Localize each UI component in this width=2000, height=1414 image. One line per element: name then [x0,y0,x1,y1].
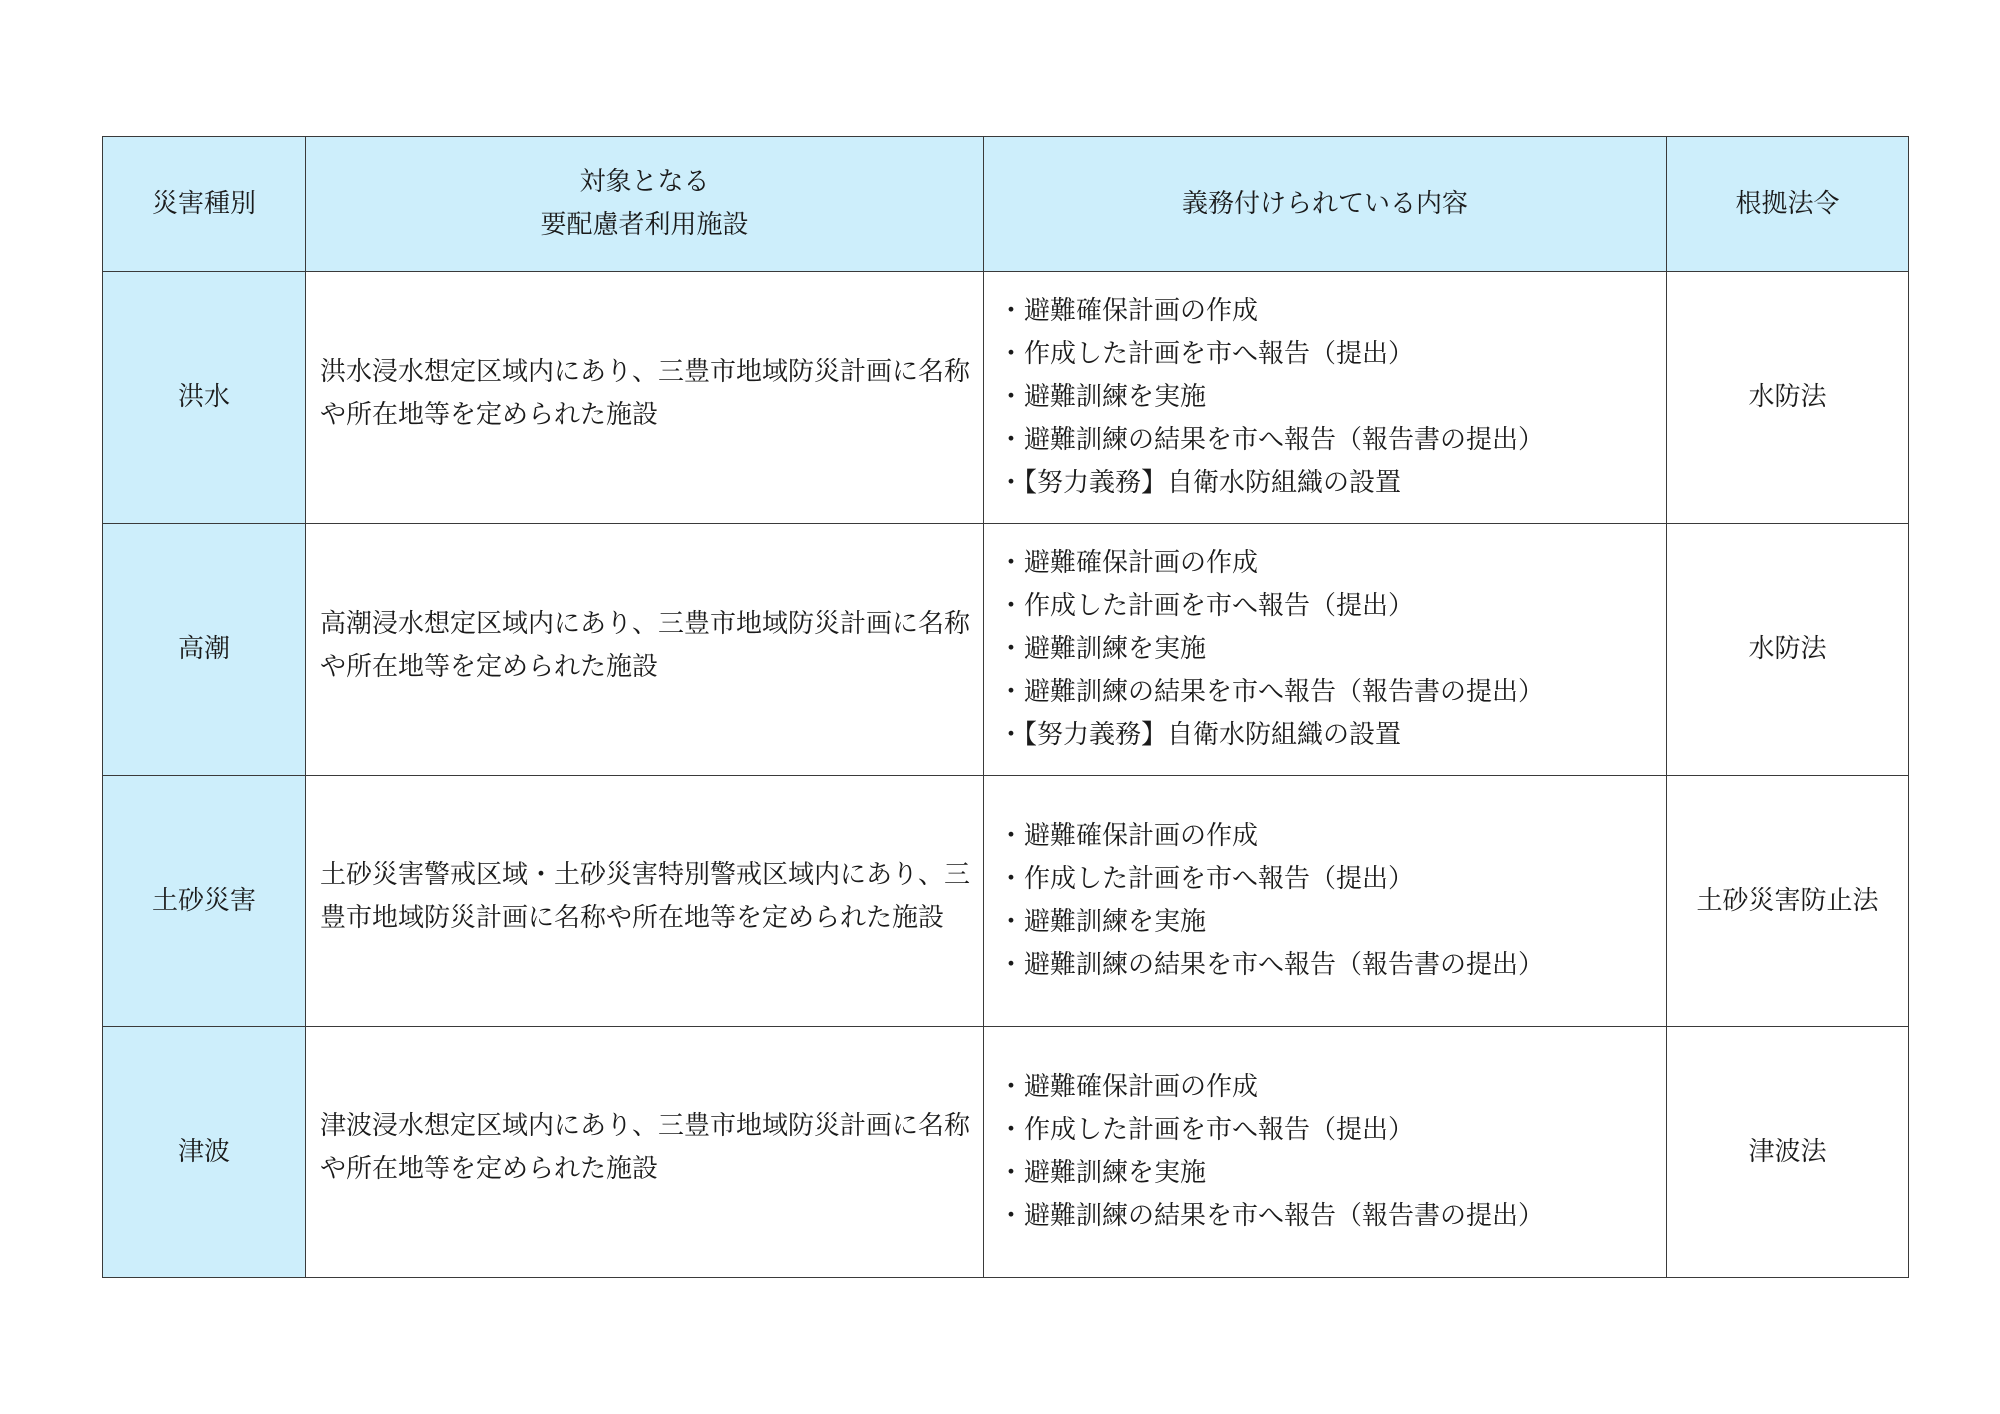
header-row [103,137,1909,272]
facility-text: 洪水浸水想定区域内にあり、三豊市地域防災計画に名称や所在地等を定められた施設 [320,356,971,430]
header-target-facility-line2: 要配慮者利用施設 [540,210,749,240]
list-item: ・避難訓練を実施 [998,1158,1207,1188]
list-item: ・作成した計画を市へ報告（提出） [998,339,1415,369]
list-item: ・作成した計画を市へ報告（提出） [998,864,1415,894]
facility-cell [306,524,984,776]
list-item: ・【努力義務】自衛水防組織の設置 [998,720,1402,750]
table-body [103,272,1909,1278]
obligations-cell [984,1027,1667,1278]
list-item: ・避難訓練の結果を市へ報告（報告書の提出） [998,677,1545,707]
facility-text: 津波浸水想定区域内にあり、三豊市地域防災計画に名称や所在地等を定められた施設 [320,1111,971,1184]
list-item: ・避難確保計画の作成 [998,1072,1259,1102]
obligations-list [998,815,1666,987]
obligations-cell [984,524,1667,776]
facility-text: 高潮浸水想定区域内にあり、三豊市地域防災計画に名称や所在地等を定められた施設 [320,608,971,682]
list-item: ・作成した計画を市へ報告（提出） [998,1115,1415,1145]
list-item: ・避難確保計画の作成 [998,296,1259,326]
list-item: ・【努力義務】自衛水防組織の設置 [998,468,1402,498]
header-target-facility [306,137,984,272]
table-row [103,272,1909,524]
legal-basis-cell: 土砂災害防止法 [1667,776,1909,1027]
list-item: ・避難訓練の結果を市へ報告（報告書の提出） [998,425,1545,455]
list-item: ・作成した計画を市へ報告（提出） [998,591,1415,621]
obligations-list [998,290,1666,505]
obligations-list [998,1066,1666,1238]
obligations-cell [984,272,1667,524]
table-row [103,1027,1909,1278]
list-item: ・避難訓練を実施 [998,907,1207,937]
legal-basis-cell: 水防法 [1667,272,1909,524]
list-item: ・避難訓練を実施 [998,382,1207,412]
table-row [103,776,1909,1027]
disaster-type-cell: 土砂災害 [103,776,306,1027]
facility-text: 土砂災害警戒区域・土砂災害特別警戒区域内にあり、三豊市地域防災計画に名称や所在地等を定められた施設 [320,860,971,933]
table-row [103,524,1909,776]
header-target-facility-line1: 対象となる [579,167,710,197]
table-header [103,137,1909,272]
disaster-type-cell: 高潮 [103,524,306,776]
list-item: ・避難確保計画の作成 [998,821,1259,851]
header-legal-basis: 根拠法令 [1667,137,1909,272]
legal-basis-cell: 津波法 [1667,1027,1909,1278]
header-obligations: 義務付けられている内容 [984,137,1667,272]
facility-cell [306,776,984,1027]
header-disaster-type: 災害種別 [103,137,306,272]
list-item: ・避難訓練の結果を市へ報告（報告書の提出） [998,950,1545,980]
facility-cell [306,272,984,524]
disaster-type-cell: 洪水 [103,272,306,524]
obligation-table [102,136,1909,1278]
list-item: ・避難確保計画の作成 [998,548,1259,578]
legal-basis-cell: 水防法 [1667,524,1909,776]
list-item: ・避難訓練を実施 [998,634,1207,664]
disaster-type-cell: 津波 [103,1027,306,1278]
obligations-cell [984,776,1667,1027]
list-item: ・避難訓練の結果を市へ報告（報告書の提出） [998,1201,1545,1231]
obligations-list [998,542,1666,757]
facility-cell [306,1027,984,1278]
